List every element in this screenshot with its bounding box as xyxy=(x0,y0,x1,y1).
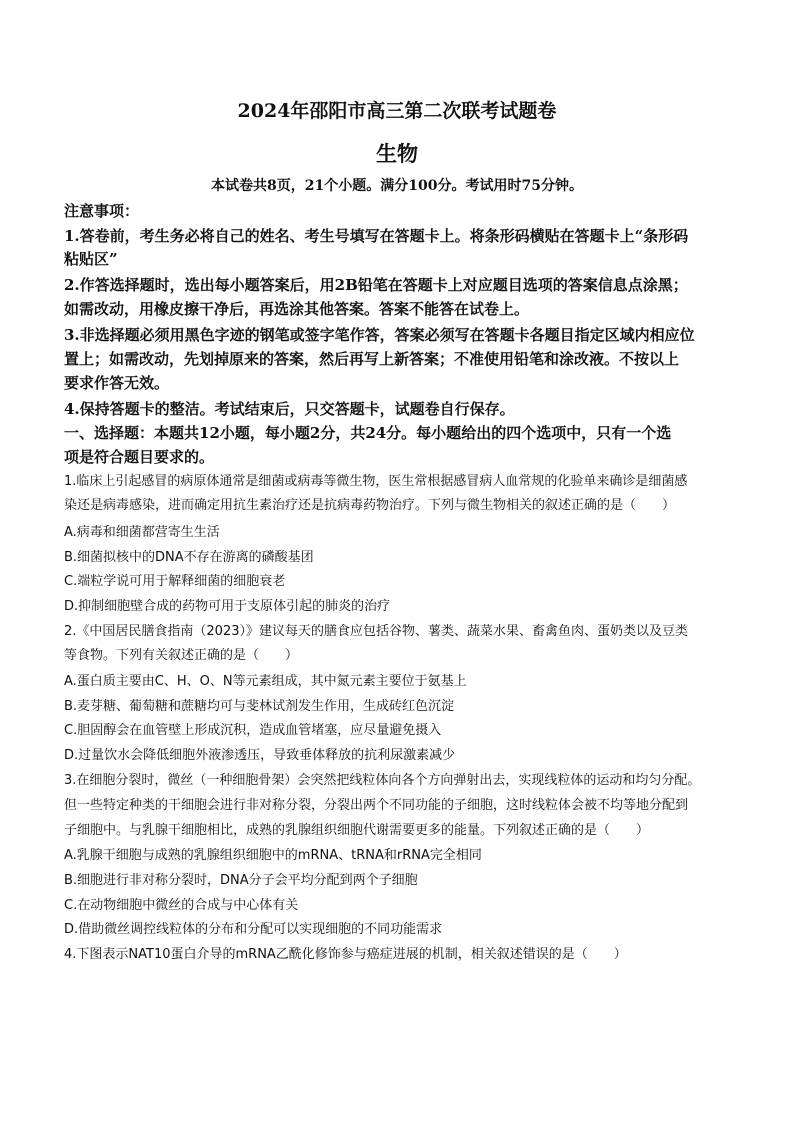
question-3-option-c: C.在动物细胞中微丝的合成与中心体有关 xyxy=(64,898,299,913)
notice-line: 4.保持答题卡的整洁。考试结束后，只交答题卡，试题卷自行保存。 xyxy=(64,400,515,418)
question-2-option-c: C.胆固醇会在血管壁上形成沉积，造成血管堵塞，应尽量避免摄入 xyxy=(64,723,442,738)
notice-line: 3.非选择题必须用黑色字迹的钢笔或签字笔作答，答案必须写在答题卡各题目指定区域内相应位 xyxy=(64,326,695,344)
exam-info: 本试卷共8页，21个小题。满分100分。考试用时75分钟。 xyxy=(211,178,583,194)
question-2-stem: 2.《中国居民膳食指南（2023）》建议每天的膳食应包括谷物、薯类、蔬菜水果、畜禽鱼肉、蛋奶类以及豆类 xyxy=(64,624,688,639)
question-3-stem: 3.在细胞分裂时，微丝（一种细胞骨架）会突然把线粒体向各个方向弹射出去，实现线粒体的运动和均匀分配。 xyxy=(64,773,701,788)
question-1-option-b: B.细菌拟核中的DNA不存在游离的磷酸基团 xyxy=(64,550,314,565)
subject-title: 生物 xyxy=(376,141,418,166)
notice-line: 如需改动，用橡皮擦干净后，再选涂其他答案。答案不能答在试卷上。 xyxy=(64,300,530,318)
question-2-stem: 等食物。下列有关叙述正确的是（ ） xyxy=(64,648,299,663)
notice-line: 粘贴区” xyxy=(64,250,118,268)
notice-line: 2.作答选择题时，选出每小题答案后，用2B铅笔在答题卡上对应题目选项的答案信息点涂黑； xyxy=(64,276,688,294)
question-1-stem: 染还是病毒感染，进而确定用抗生素治疗还是抗病毒药物治疗。下列与微生物相关的叙述正确的是（ ） xyxy=(64,498,676,513)
section-heading: 一、选择题：本题共12小题，每小题2分，共24分。每小题给出的四个选项中，只有一个选 xyxy=(64,424,672,442)
question-2-option-b: B.麦芽糖、葡萄糖和蔗糖均可与斐林试剂发生作用，生成砖红色沉淀 xyxy=(64,699,455,714)
question-1-stem: 1.临床上引起感冒的病原体通常是细菌或病毒等微生物，医生常根据感冒病人血常规的化验单来确诊是细菌感 xyxy=(64,474,688,489)
question-1-option-a: A.病毒和细菌都营寄生生活 xyxy=(64,525,220,540)
notice-line: 1.答卷前，考生务必将自己的姓名、考生号填写在答题卡上。将条形码横贴在答题卡上“条形码 xyxy=(64,227,689,245)
notice-line: 置上；如需改动，先划掉原来的答案，然后再写上新答案；不准使用铅笔和涂改液。不按以上 xyxy=(64,350,680,368)
question-3-stem: 但一些特定种类的干细胞会进行非对称分裂，分裂出两个不同功能的子细胞，这时线粒体会被不均等地分配到 xyxy=(64,798,689,813)
question-3-option-a: A.乳腺干细胞与成熟的乳腺组织细胞中的mRNA、tRNA和rRNA完全相同 xyxy=(64,848,482,863)
question-1-option-d: D.抑制细胞壁合成的药物可用于支原体引起的肺炎的治疗 xyxy=(64,599,391,614)
notice-line: 要求作答无效。 xyxy=(64,374,170,392)
question-3-option-d: D.借助微丝调控线粒体的分布和分配可以实现细胞的不同功能需求 xyxy=(64,922,443,937)
question-4-stem: 4.下图表示NAT10蛋白介导的mRNA乙酰化修饰参与癌症进展的机制，相关叙述错误的是（ ） xyxy=(64,947,627,962)
section-heading: 项是符合题目要求的。 xyxy=(64,448,215,466)
question-2-option-a: A.蛋白质主要由C、H、O、N等元素组成，其中氮元素主要位于氨基上 xyxy=(64,674,467,689)
question-3-option-b: B.细胞进行非对称分裂时，DNA分子会平均分配到两个子细胞 xyxy=(64,873,418,888)
notice-heading: 注意事项： xyxy=(64,202,140,220)
question-3-stem: 子细胞中。与乳腺干细胞相比，成熟的乳腺组织细胞代谢需要更多的能量。下列叙述正确的是（ ） xyxy=(64,823,650,838)
question-1-option-c: C.端粒学说可用于解释细菌的细胞衰老 xyxy=(64,574,286,589)
question-2-option-d: D.过量饮水会降低细胞外液渗透压，导致垂体释放的抗利尿激素减少 xyxy=(64,748,456,763)
exam-title: 2024年邵阳市高三第二次联考试题卷 xyxy=(237,100,557,122)
